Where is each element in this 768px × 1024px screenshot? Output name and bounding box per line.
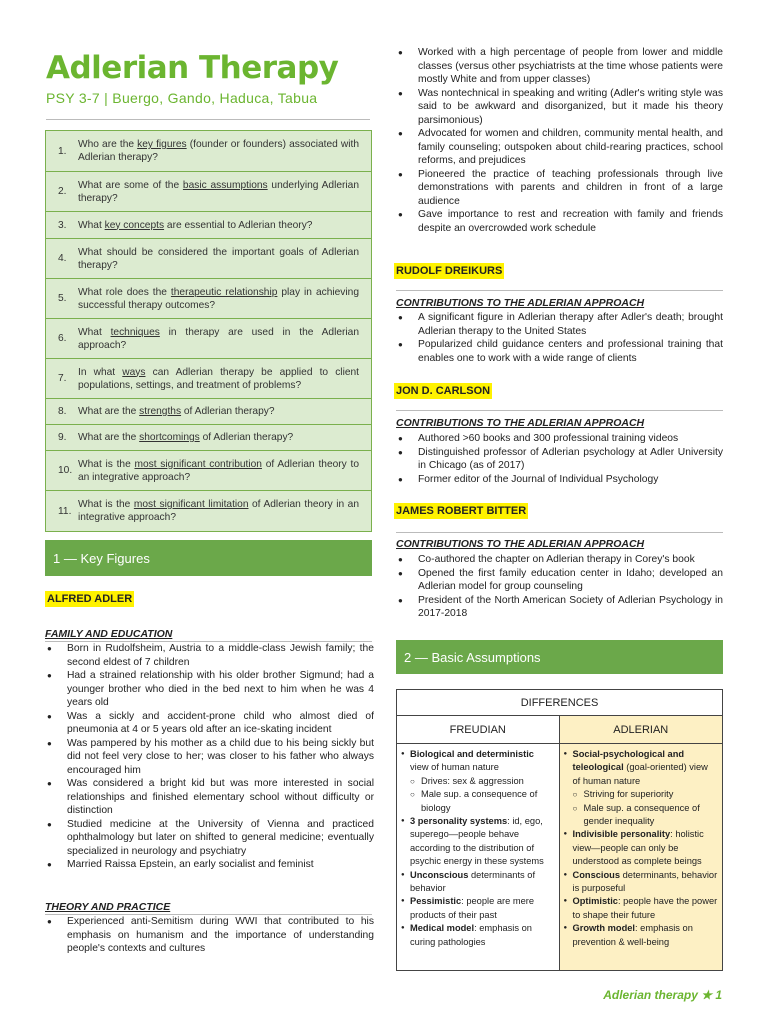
list-item: ● Former editor of the Journal of Individual Psychology xyxy=(396,473,723,487)
differences-title: DIFFERENCES xyxy=(397,690,722,716)
freudian-column-header: FREUDIAN xyxy=(397,716,560,743)
item-term: Optimistic xyxy=(572,896,618,907)
question-text-part: Who are the xyxy=(78,139,138,150)
list-item: ● Was a sickly and accident-prone child who almost died of pneumonia at 4 or 5 years old after an ice-skating incident xyxy=(45,710,374,737)
sub-list-item xyxy=(564,802,719,829)
list-item: ● Authored >60 books and 300 professional training videos xyxy=(396,432,723,446)
item-text: Male sup. a consequence of biology xyxy=(421,789,538,813)
question-row xyxy=(46,131,371,172)
question-text-part: can Adlerian therapy be applied to client populations, settings, and treatment of problems? xyxy=(78,366,360,391)
question-text-part: In what xyxy=(78,366,123,378)
question-text-part: What should be considered the important goals of Adlerian therapy? xyxy=(78,246,359,271)
question-number: 7. xyxy=(58,373,67,384)
question-row xyxy=(46,359,371,399)
page-title: Adlerian Therapy xyxy=(46,50,339,86)
item-term: Conscious xyxy=(572,869,621,880)
dreikurs-contrib-list xyxy=(396,311,723,365)
question-number: 2. xyxy=(58,186,67,197)
list-item: ● Opened the first family education center in Idaho; developed an Adlerian model for group counseling xyxy=(396,567,723,594)
james-bitter-heading: JAMES ROBERT BITTER xyxy=(396,505,527,517)
list-item: ● Experienced anti-Semitism during WWI that contributed to his emphasis on humanism and the importance of understanding people's contexts and cultures xyxy=(45,915,374,956)
item-term: Social-psychological and teleological xyxy=(572,749,685,773)
list-item xyxy=(401,895,555,922)
question-text xyxy=(78,366,359,392)
item-text: Striving for superiority xyxy=(583,789,674,800)
adlerian-column xyxy=(560,744,723,970)
question-text-part: What is the xyxy=(78,499,134,510)
list-item: ● Pioneered the practice of teaching professionals through live demonstrations with parents and children in front of a large audience xyxy=(396,168,723,209)
freudian-column xyxy=(397,744,560,970)
question-text-part: underlying Adlerian therapy? xyxy=(78,179,360,204)
theory-practice-subheading: THEORY AND PRACTICE xyxy=(45,901,171,913)
question-row xyxy=(46,279,371,319)
item-text: determinants, behavior is purposeful xyxy=(572,869,718,894)
page-footer: Adlerian therapy ★ 1 xyxy=(603,988,722,1002)
list-item xyxy=(564,922,719,949)
jon-carlson-heading: JON D. CARLSON xyxy=(396,385,491,397)
list-item: ● Popularized child guidance centers and professional training that enables one to work with a wide range of clients xyxy=(396,338,723,365)
question-text-part: What role does the xyxy=(78,286,171,298)
differences-table xyxy=(396,689,723,971)
list-item: ● Gave importance to rest and recreation with family and friends despite an overcrowded work schedule xyxy=(396,208,723,235)
list-item: ● Was pampered by his mother as a child due to his being sickly but did not feel very close to her; was closer to his father who always encouraged him xyxy=(45,737,374,778)
question-row xyxy=(46,319,371,359)
list-item: ● Born in Rudolfsheim, Austria to a middle-class Jewish family; the second eldest of 7 children xyxy=(45,642,374,669)
bitter-contrib-list xyxy=(396,553,723,621)
question-row xyxy=(46,425,371,451)
question-text-part: What xyxy=(78,326,111,338)
question-text-part: What xyxy=(78,219,105,231)
question-text-part: What are the xyxy=(78,406,140,417)
list-item: ● Distinguished professor of Adlerian psychology at Adler University in Chicago (as of 2017) xyxy=(396,446,723,473)
alfred-adler-heading: ALFRED ADLER xyxy=(47,593,133,605)
question-text xyxy=(78,458,359,484)
question-number: 1. xyxy=(58,145,67,157)
rudolf-dreikurs-heading: RUDOLF DREIKURS xyxy=(396,265,503,277)
item-text: Male sup. a consequence of gender inequality xyxy=(583,802,700,827)
question-number: 11. xyxy=(58,505,72,517)
section-key-figures-header: 1 — Key Figures xyxy=(45,540,372,576)
carlson-contrib-subheading: CONTRIBUTIONS TO THE ADLERIAN APPROACH xyxy=(396,417,645,429)
question-row xyxy=(46,399,371,425)
item-term: Unconscious xyxy=(410,869,469,880)
page-subtitle: PSY 3-7 | Buergo, Gando, Haduca, Tabua xyxy=(46,90,318,106)
sub-list-item xyxy=(401,788,555,815)
list-item xyxy=(564,895,719,922)
question-text xyxy=(78,219,359,232)
question-row xyxy=(46,172,371,212)
item-text: : people are mere products of their past xyxy=(410,896,535,920)
question-keyword: most significant contribution xyxy=(134,458,262,470)
question-text-part: What is the xyxy=(78,458,135,470)
question-text-part: (founder or founders) associated with Adlerian therapy? xyxy=(78,139,359,163)
sub-list-item xyxy=(564,788,719,801)
item-text: Drives: sex & aggression xyxy=(421,775,524,786)
question-text-part: play in achieving successful therapy outcomes? xyxy=(78,286,359,311)
item-term: Pessimistic xyxy=(410,896,462,907)
guiding-questions-table xyxy=(45,130,372,532)
question-keyword: ways xyxy=(122,366,146,378)
question-keyword: strengths xyxy=(139,406,182,417)
question-row xyxy=(46,451,371,491)
question-keyword: basic assumptions xyxy=(182,179,268,191)
family-education-list xyxy=(45,642,374,872)
list-item xyxy=(564,828,719,868)
question-text-part: of Adlerian theory to an integrative approach? xyxy=(78,458,359,483)
item-term: Medical model xyxy=(410,923,475,934)
question-number: 10. xyxy=(58,465,73,476)
list-item: ● Married Raissa Epstein, an early socialist and feminist xyxy=(45,858,374,872)
question-number: 8. xyxy=(58,406,67,417)
question-keyword: techniques xyxy=(110,326,160,338)
list-item: ● Was considered a bright kid but was more interested in social relationships and finished elementary school without difficulty or distinction xyxy=(45,777,374,818)
question-text-part: of Adlerian therapy? xyxy=(199,432,294,443)
question-row xyxy=(46,212,371,239)
item-text: : holistic view—people can only be understood as complete beings xyxy=(572,829,704,867)
question-text xyxy=(78,138,359,164)
item-text: : people have the power to shape their future xyxy=(572,896,718,920)
divider xyxy=(396,290,723,291)
list-item: ● Worked with a high percentage of people from lower and middle classes (versus other psychiatrists at the time whose patients were mostly White and from upper classes) xyxy=(396,46,723,87)
list-item xyxy=(564,869,719,896)
divider xyxy=(396,410,723,411)
question-keyword: shortcomings xyxy=(139,432,200,443)
item-term: 3 personality systems xyxy=(410,816,508,827)
divider xyxy=(396,532,723,533)
item-term: Biological and deterministic xyxy=(410,749,534,759)
item-text: : emphasis on prevention & well-being xyxy=(572,923,693,947)
question-text xyxy=(78,246,359,272)
theory-practice-list xyxy=(45,915,374,956)
dreikurs-contrib-subheading: CONTRIBUTIONS TO THE ADLERIAN APPROACH xyxy=(396,297,645,309)
list-item xyxy=(401,815,555,869)
question-text-part: in therapy are used in the Adlerian approach? xyxy=(78,326,360,351)
question-text xyxy=(78,405,359,418)
question-text xyxy=(78,431,359,444)
question-keyword: therapeutic relationship xyxy=(170,286,278,298)
question-text xyxy=(78,498,359,524)
family-education-subheading: FAMILY AND EDUCATION xyxy=(45,628,173,640)
item-text: (goal-oriented) view of human nature xyxy=(572,762,708,786)
adlerian-column-header: ADLERIAN xyxy=(560,716,723,743)
question-text-part: are essential to Adlerian theory? xyxy=(164,219,313,231)
list-item: ● Was nontechnical in speaking and writing (Adler's writing style was said to be awkward and disorganized, but it made his theory parsimonious) xyxy=(396,87,723,128)
list-item: ● Studied medicine at the University of Vienna and practiced ophthalmology but later on shifted to general medicine; eventually specialized in neurology and psychiatry xyxy=(45,818,374,859)
item-text: : emphasis on curing pathologies xyxy=(410,923,532,947)
bitter-contrib-subheading: CONTRIBUTIONS TO THE ADLERIAN APPROACH xyxy=(396,538,645,550)
item-text: determinants of behavior xyxy=(410,869,536,894)
item-text: view of human nature xyxy=(410,762,499,773)
question-keyword: key figures xyxy=(137,139,187,150)
question-text-part: of Adlerian therapy? xyxy=(181,406,275,417)
list-item: ● President of the North American Society of Adlerian Psychology in 2017-2018 xyxy=(396,594,723,621)
item-text: : id, ego, superego—people behave according to the distribution of psychic energy in these systems xyxy=(410,816,544,867)
question-number: 4. xyxy=(58,253,67,264)
question-number: 5. xyxy=(58,293,67,304)
question-keyword: key concepts xyxy=(104,219,165,231)
question-number: 9. xyxy=(58,432,67,443)
list-item xyxy=(564,748,719,788)
section-basic-assumptions-header: 2 — Basic Assumptions xyxy=(396,640,723,674)
list-item: ● Advocated for women and children, community mental health, and family counseling; outspoken about child-rearing practices, school reforms, and prejudices xyxy=(396,127,723,168)
question-text-part: What are some of the xyxy=(78,179,183,191)
list-item: ● Had a strained relationship with his older brother Sigmund; had a younger brother who died in the bed next to him when he was 4 years old xyxy=(45,669,374,710)
carlson-contrib-list xyxy=(396,432,723,486)
list-item xyxy=(401,869,555,896)
question-number: 6. xyxy=(58,333,67,344)
title-divider xyxy=(46,119,370,120)
question-row xyxy=(46,239,371,279)
list-item xyxy=(401,922,555,949)
item-term: Growth model xyxy=(572,923,635,934)
question-text xyxy=(78,286,359,312)
list-item: ● A significant figure in Adlerian therapy after Adler's death; brought Adlerian therapy to the United States xyxy=(396,311,723,338)
list-item xyxy=(401,748,555,775)
question-text-part: What are the xyxy=(78,432,140,443)
question-text xyxy=(78,326,359,352)
list-item: ● Co-authored the chapter on Adlerian therapy in Corey's book xyxy=(396,553,723,567)
question-text xyxy=(78,179,359,205)
sub-list-item xyxy=(401,775,555,788)
item-term: Indivisible personality xyxy=(572,829,671,840)
theory-practice-list-cont xyxy=(396,46,723,235)
question-text-part: of Adlerian theory in an integrative approach? xyxy=(78,499,359,523)
question-keyword: most significant limitation xyxy=(133,499,249,510)
question-number: 3. xyxy=(58,219,67,231)
question-row xyxy=(46,491,371,531)
